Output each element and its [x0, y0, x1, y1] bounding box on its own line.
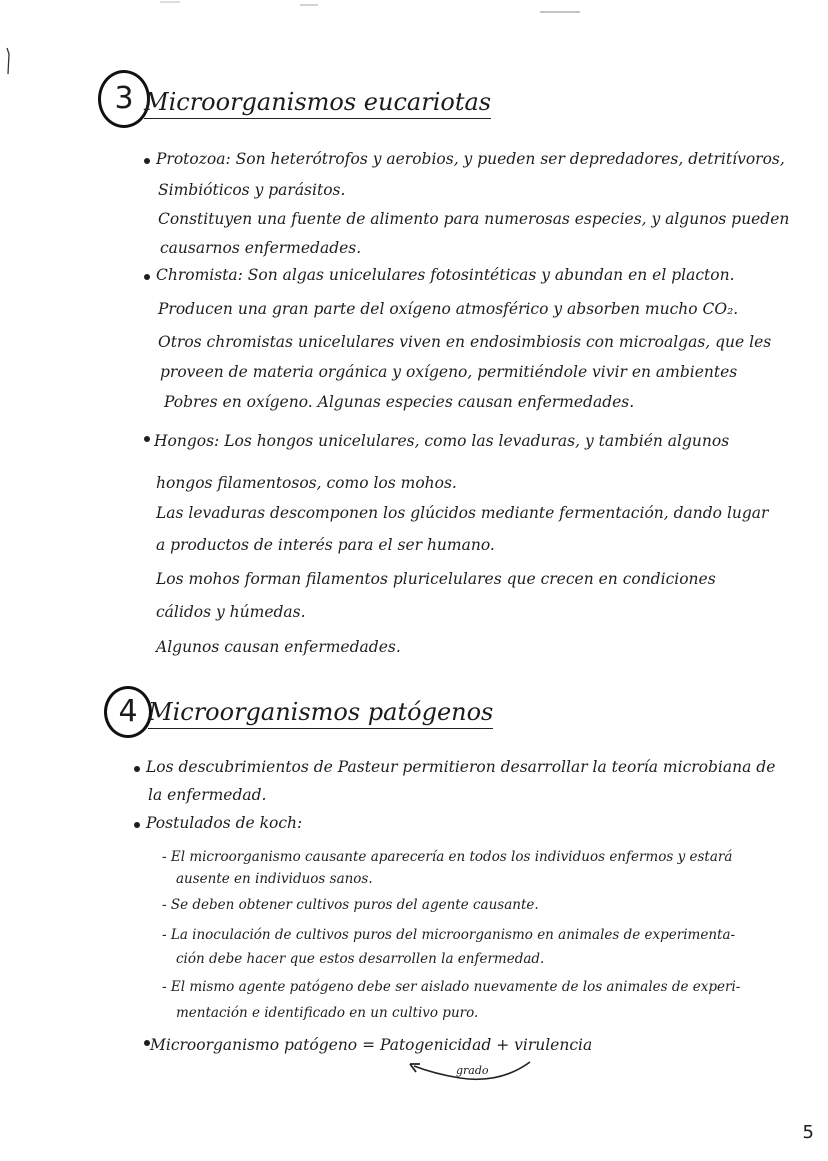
protozoa-line-1: Protozoa: Son heterótrofos y aerobios, y pueden ser depredadores, detritívoros, — [156, 150, 785, 168]
formula-note: grado — [456, 1064, 489, 1077]
chromista-line-5: Pobres en oxígeno. Algunas especies causan enfermedades. — [164, 393, 635, 411]
pasteur-line-1: Los descubrimientos de Pasteur permitieron desarrollar la teoría microbiana de — [146, 758, 776, 776]
section-4-heading — [104, 686, 494, 746]
bullet-hongos — [144, 436, 150, 442]
pasteur-line-2: la enfermedad. — [148, 786, 267, 804]
section-3-title: Microorganismos eucariotas — [144, 88, 491, 119]
chromista-line-2: Producen una gran parte del oxígeno atmosférico y absorben mucho CO₂. — [158, 300, 739, 318]
section-3-heading — [98, 70, 492, 130]
chromista-line-3: Otros chromistas unicelulares viven en endosimbiosis con microalgas, que les — [158, 333, 772, 351]
bullet-koch — [134, 822, 140, 828]
bullet-pasteur — [134, 766, 140, 772]
chromista-line-1: Chromista: Son algas unicelulares fotosintéticas y abundan en el placton. — [156, 266, 735, 284]
page-number: 5 — [802, 1122, 814, 1143]
section-4-title: Microorganismos patógenos — [148, 698, 493, 729]
koch-postulate-1-line-1: - El microorganismo causante aparecería en todos los individuos enfermos y estará — [162, 849, 733, 865]
hongos-line-6: cálidos y húmedas. — [156, 603, 306, 621]
section-4-number: 4 — [104, 686, 152, 738]
koch-postulate-2-line-1: - Se deben obtener cultivos puros del agente causante. — [162, 897, 539, 913]
koch-postulate-4-line-1: - El mismo agente patógeno debe ser aislado nuevamente de los animales de experi- — [162, 979, 741, 995]
hongos-line-3: Las levaduras descomponen los glúcidos mediante fermentación, dando lugar — [156, 504, 769, 522]
hongos-line-7: Algunos causan enfermedades. — [156, 638, 401, 656]
hongos-line-1: Hongos: Los hongos unicelulares, como las levaduras, y también algunos — [154, 432, 730, 450]
section-3-number: 3 — [98, 70, 150, 128]
hongos-line-5: Los mohos forman filamentos pluricelulares que crecen en condiciones — [156, 570, 716, 588]
protozoa-line-4: causarnos enfermedades. — [160, 239, 362, 257]
formula-line: Microorganismo patógeno = Patogenicidad + virulencia — [150, 1036, 593, 1054]
chromista-line-4: proveen de materia orgánica y oxígeno, permitiéndole vivir en ambientes — [160, 363, 738, 381]
koch-postulate-4-line-2: mentación e identificado en un cultivo puro. — [176, 1005, 479, 1021]
koch-heading: Postulados de koch: — [146, 814, 303, 832]
protozoa-line-3: Constituyen una fuente de alimento para numerosas especies, y algunos pueden — [158, 210, 790, 228]
koch-postulate-3-line-2: ción debe hacer que estos desarrollen la enfermedad. — [176, 951, 545, 967]
koch-postulate-3-line-1: - La inoculación de cultivos puros del microorganismo en animales de experimenta- — [162, 927, 736, 943]
bullet-protozoa — [144, 158, 150, 164]
koch-postulate-1-line-2: ausente en individuos sanos. — [176, 871, 373, 887]
protozoa-line-2: Simbióticos y parásitos. — [158, 181, 346, 199]
hongos-line-4: a productos de interés para el ser humano. — [156, 536, 495, 554]
hongos-line-2: hongos filamentosos, como los mohos. — [156, 474, 457, 492]
bullet-chromista — [144, 274, 150, 280]
